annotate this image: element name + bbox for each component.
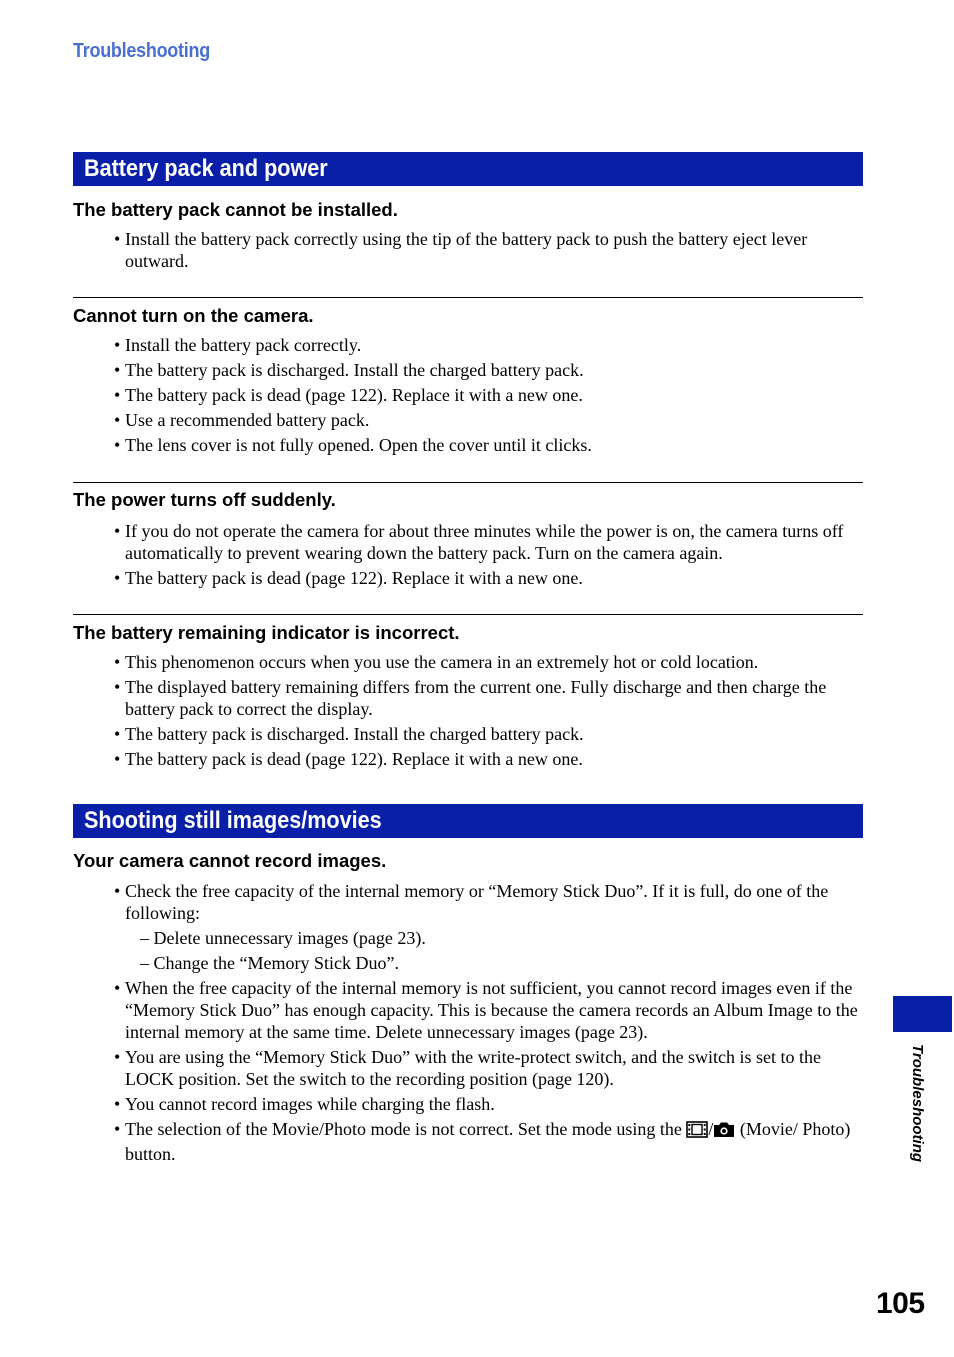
running-head: Troubleshooting [73,40,210,62]
item-cannot-record [73,849,863,1165]
list-item: • Check the free capacity of the internal memory or “Memory Stick Duo”. If it is full, do one of the following: [125,880,863,924]
list-item-text: (Movie/ Photo) button. [125,1119,851,1164]
section-header-shooting [73,804,863,838]
page-number: 105 [876,1287,925,1320]
item-title: Cannot turn on the camera. [73,305,314,326]
divider [73,614,863,615]
list-item: • You cannot record images while charging the flash. [125,1093,863,1115]
item-title: Your camera cannot record images. [73,850,387,871]
divider [73,482,863,483]
list-item: • The battery pack is dead (page 122). Replace it with a new one. [125,567,863,589]
list-item: • The battery pack is dead (page 122). Replace it with a new one. [125,748,863,770]
item-title: The power turns off suddenly. [73,489,336,510]
list-item: • The battery pack is discharged. Install the charged battery pack. [125,359,863,381]
movie-mode-icon [686,1121,708,1143]
section-title: Shooting still images/movies [84,807,382,834]
list-item-text: The selection of the Movie/Photo mode is not correct. Set the mode using the [125,1119,682,1139]
list-item: • Use a recommended battery pack. [125,409,863,431]
list-item: • The battery pack is dead (page 122). Replace it with a new one. [125,384,863,406]
list-item [125,1118,863,1165]
item-cannot-turn-on [73,304,863,456]
page-content [73,152,863,1168]
list-item: • This phenomenon occurs when you use the camera in an extremely hot or cold location. [125,651,863,673]
item-power-off [73,488,863,589]
list-item: • If you do not operate the camera for about three minutes while the power is on, the camera turns off automatically to prevent wearing down the battery pack. Turn on the camera again. [125,520,863,564]
sub-list-item: – Delete unnecessary images (page 23). [140,928,426,948]
list-item: • Install the battery pack correctly. [125,334,863,356]
list-item: • The displayed battery remaining differs from the current one. Fully discharge and then charge the battery pack to correct the display. [125,676,863,720]
list-item: • The lens cover is not fully opened. Open the cover until it clicks. [125,434,863,456]
list-item: • Install the battery pack correctly using the tip of the battery pack to push the battery eject lever outward. [125,228,863,272]
list-item: • The battery pack is discharged. Install the charged battery pack. [125,723,863,745]
list-item: • When the free capacity of the internal memory is not sufficient, you cannot record images even if the “Memory Stick Duo” has enough capacity. This is because the camera records an Album Image to the internal memory at the same time. Delete unnecessary images (page 23). [125,977,863,1043]
list-item-text: / [708,1119,714,1139]
list-item: • You are using the “Memory Stick Duo” with the write-protect switch, and the switch is set to the LOCK position. Set the switch to the recording position (page 120). [125,1046,863,1090]
section-title: Battery pack and power [84,155,328,182]
sub-list-item: – Change the “Memory Stick Duo”. [140,953,399,973]
section-header-battery [73,152,863,186]
item-indicator-incorrect [73,621,863,770]
section-index-tab [893,996,952,1032]
divider [73,297,863,298]
side-section-label: Troubleshooting [909,1044,926,1163]
item-title: The battery pack cannot be installed. [73,199,398,220]
camera-mode-icon [713,1121,735,1143]
item-battery-install [73,198,863,272]
item-title: The battery remaining indicator is incorrect. [73,622,460,643]
